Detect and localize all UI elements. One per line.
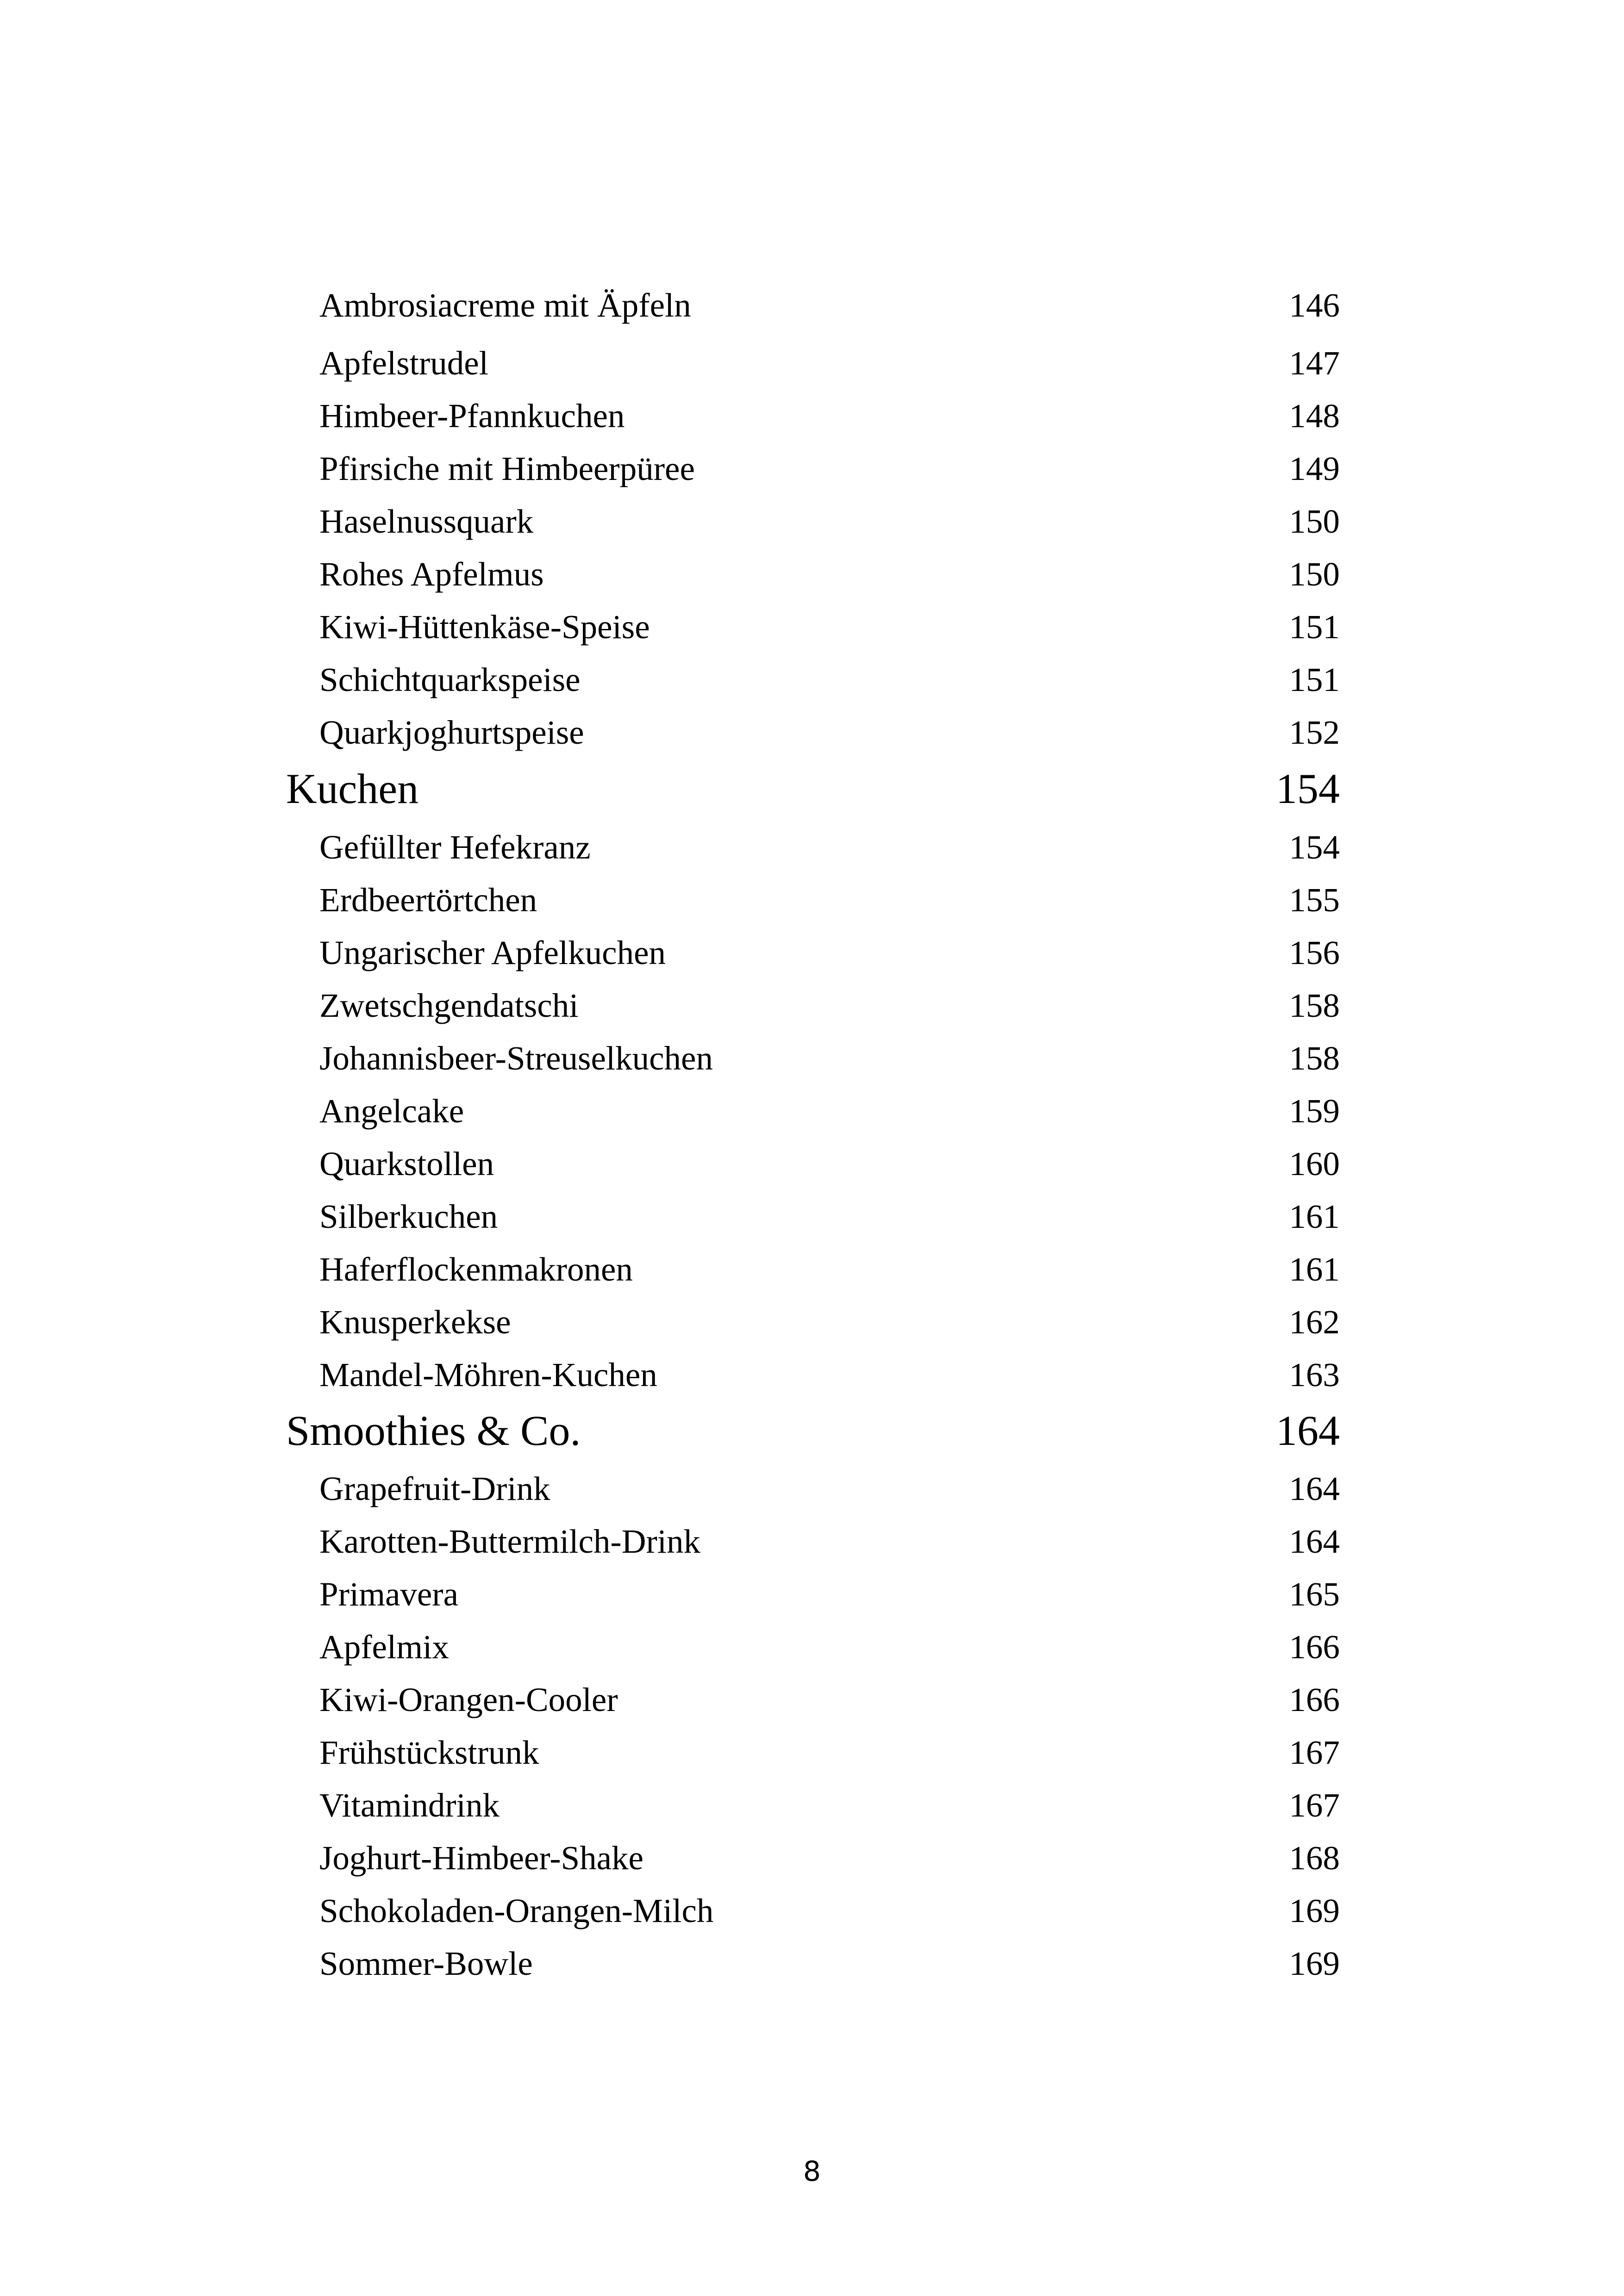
- toc-section-title: Smoothies & Co.: [286, 1407, 581, 1454]
- toc-entry: [319, 709, 1340, 756]
- toc-entry-page: 154: [1289, 828, 1340, 866]
- toc-entry-title: Pfirsiche mit Himbeerpüree: [319, 450, 695, 487]
- toc-entry: [319, 877, 1340, 923]
- toc-entry: [319, 1730, 1340, 1776]
- toc-entry-title: Sommer-Bowle: [319, 1945, 533, 1982]
- toc-entry-page: 158: [1289, 987, 1340, 1024]
- toc-entry-title: Gefüllter Hefekranz: [319, 828, 591, 866]
- toc-entry-page: 164: [1289, 1523, 1340, 1560]
- toc-entry-title: Knusperkekse: [319, 1303, 511, 1341]
- toc-entry: [319, 983, 1340, 1029]
- toc-entry-title: Apfelmix: [319, 1628, 449, 1666]
- toc-entry-title: Erdbeertörtchen: [319, 881, 537, 919]
- toc-entry: [319, 446, 1340, 492]
- toc-entry-page: 164: [1289, 1470, 1340, 1507]
- toc-entry-title: Karotten-Buttermilch-Drink: [319, 1523, 701, 1560]
- toc-entry-title: Ambrosiacreme mit Äpfeln: [319, 286, 691, 324]
- toc-entry-page: 165: [1289, 1575, 1340, 1613]
- toc-entry: [319, 1782, 1340, 1829]
- toc-entry: [319, 1941, 1340, 1987]
- toc-entry-page: 156: [1289, 934, 1340, 971]
- toc-entry-title: Haferflockenmakronen: [319, 1251, 633, 1288]
- toc-entry: [319, 498, 1340, 545]
- toc-entry-page: 148: [1289, 397, 1340, 435]
- toc-section-heading: [286, 1407, 1340, 1454]
- toc-entry-page: 163: [1289, 1356, 1340, 1394]
- toc-entry-title: Zwetschgendatschi: [319, 987, 579, 1024]
- toc-entry: [319, 1624, 1340, 1670]
- toc-entry-title: Kiwi-Hüttenkäse-Speise: [319, 608, 650, 646]
- toc-entry-title: Johannisbeer-Streuselkuchen: [319, 1039, 713, 1077]
- toc-section-title: Kuchen: [286, 765, 419, 812]
- toc-entry: [319, 1466, 1340, 1512]
- toc-entry: [319, 1035, 1340, 1082]
- toc-entry: [319, 282, 1340, 329]
- toc-entry-page: 160: [1289, 1145, 1340, 1182]
- toc-entry-page: 155: [1289, 881, 1340, 919]
- toc-entry: [319, 1352, 1340, 1398]
- toc-entry-page: 167: [1289, 1786, 1340, 1824]
- toc-entry-page: 166: [1289, 1628, 1340, 1666]
- toc-entry-title: Ungarischer Apfelkuchen: [319, 934, 666, 971]
- toc-entry-page: 149: [1289, 450, 1340, 487]
- toc-entry-page: 162: [1289, 1303, 1340, 1341]
- toc-entry: [319, 1299, 1340, 1345]
- toc-entry-title: Quarkjoghurtspeise: [319, 714, 584, 751]
- toc-entry-page: 169: [1289, 1945, 1340, 1982]
- toc-entry-title: Mandel-Möhren-Kuchen: [319, 1356, 657, 1394]
- toc-entry-title: Haselnussquark: [319, 503, 534, 540]
- toc-entry-title: Quarkstollen: [319, 1145, 494, 1182]
- toc-entry-page: 166: [1289, 1681, 1340, 1718]
- toc-entry-title: Silberkuchen: [319, 1198, 498, 1235]
- toc-entry: [319, 930, 1340, 976]
- page-number: 8: [803, 2155, 821, 2188]
- toc-entry: [319, 1835, 1340, 1881]
- toc-entry: [319, 657, 1340, 703]
- toc-entry-page: 161: [1289, 1251, 1340, 1288]
- toc-entry: [319, 1518, 1340, 1565]
- toc-entry: [319, 824, 1340, 871]
- toc-entry: [319, 1571, 1340, 1618]
- toc-entry-title: Schokoladen-Orangen-Milch: [319, 1892, 714, 1929]
- toc-entry: [319, 1088, 1340, 1134]
- toc-entry-title: Rohes Apfelmus: [319, 555, 544, 593]
- toc-section-page: 164: [1276, 1407, 1340, 1454]
- toc-entry-title: Joghurt-Himbeer-Shake: [319, 1839, 643, 1877]
- toc-entry-page: 151: [1289, 661, 1340, 698]
- toc-entry-title: Schichtquarkspeise: [319, 661, 581, 698]
- toc-entry: [319, 340, 1340, 386]
- toc-entry-title: Primavera: [319, 1575, 458, 1613]
- toc-entry: [319, 1194, 1340, 1240]
- toc-entry-title: Apfelstrudel: [319, 344, 488, 382]
- toc-entry-page: 152: [1289, 714, 1340, 751]
- toc-entry-title: Frühstückstrunk: [319, 1734, 539, 1771]
- toc-section-heading: [286, 765, 1340, 812]
- toc-entry: [319, 1141, 1340, 1187]
- toc-entry-title: Himbeer-Pfannkuchen: [319, 397, 625, 435]
- toc-entry-page: 161: [1289, 1198, 1340, 1235]
- toc-entry-page: 159: [1289, 1092, 1340, 1130]
- toc-entry-title: Kiwi-Orangen-Cooler: [319, 1681, 618, 1718]
- toc-entry-page: 150: [1289, 503, 1340, 540]
- toc-entry-title: Angelcake: [319, 1092, 464, 1130]
- toc-entry-page: 158: [1289, 1039, 1340, 1077]
- toc-entry-page: 151: [1289, 608, 1340, 646]
- toc-entry-page: 169: [1289, 1892, 1340, 1929]
- toc-entry-page: 146: [1289, 286, 1340, 324]
- toc-entry: [319, 1677, 1340, 1723]
- toc-entry-page: 147: [1289, 344, 1340, 382]
- toc-entry: [319, 551, 1340, 597]
- toc-entry: [319, 1246, 1340, 1293]
- toc-entry: [319, 393, 1340, 439]
- toc-entry-page: 167: [1289, 1734, 1340, 1771]
- toc-entry-title: Grapefruit-Drink: [319, 1470, 550, 1507]
- toc-entry-page: 150: [1289, 555, 1340, 593]
- toc-entry: [319, 604, 1340, 650]
- toc-entry-title: Vitamindrink: [319, 1786, 500, 1824]
- toc-entry: [319, 1888, 1340, 1934]
- toc-entry-page: 168: [1289, 1839, 1340, 1877]
- toc-section-page: 154: [1276, 765, 1340, 812]
